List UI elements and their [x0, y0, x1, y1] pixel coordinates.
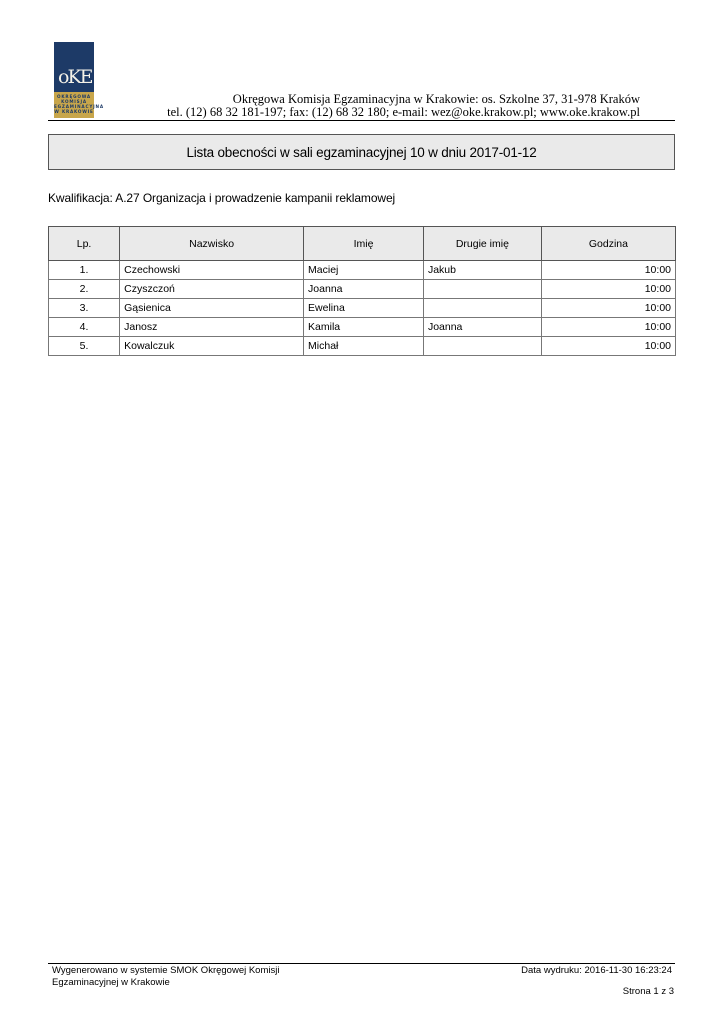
- oke-logo: [54, 42, 104, 118]
- cell-lp: 3.: [49, 299, 120, 318]
- cell-lp: 4.: [49, 318, 120, 337]
- header-divider: [48, 120, 675, 121]
- cell-imie: Maciej: [304, 261, 424, 280]
- cell-drugie-imie: [423, 337, 541, 356]
- cell-imie: Michał: [304, 337, 424, 356]
- cell-godzina: 10:00: [541, 280, 675, 299]
- footer-divider: [48, 963, 675, 964]
- cell-drugie-imie: Joanna: [423, 318, 541, 337]
- logo-mark: oKE: [58, 66, 92, 88]
- cell-imie: Ewelina: [304, 299, 424, 318]
- cell-godzina: 10:00: [541, 299, 675, 318]
- cell-lp: 1.: [49, 261, 120, 280]
- qualification-label: Kwalifikacja: A.27 Organizacja i prowadzenie kampanii reklamowej: [48, 191, 396, 205]
- header-address: Okręgowa Komisja Egzaminacyjna w Krakowie: os. Szkolne 37, 31-978 Kraków: [232, 92, 640, 106]
- header-godzina: Godzina: [541, 227, 675, 261]
- cell-lp: 5.: [49, 337, 120, 356]
- table-row: [49, 337, 676, 356]
- attendance-table: [48, 226, 676, 356]
- cell-nazwisko: Kowalczuk: [120, 337, 304, 356]
- cell-godzina: 10:00: [541, 318, 675, 337]
- footer-generated-line2: Egzaminacyjnej w Krakowie: [52, 977, 170, 988]
- cell-imie: Joanna: [304, 280, 424, 299]
- cell-nazwisko: Czechowski: [120, 261, 304, 280]
- table-row: [49, 299, 676, 318]
- cell-imie: Kamila: [304, 318, 424, 337]
- cell-nazwisko: Janosz: [120, 318, 304, 337]
- header-contact: tel. (12) 68 32 181-197; fax: (12) 68 32 180; e-mail: wez@oke.krakow.pl; www.oke.krakow.pl: [167, 105, 640, 119]
- footer-page-number: Strona 1 z 3: [622, 986, 674, 997]
- table-row: [49, 261, 676, 280]
- header-lp: Lp.: [49, 227, 120, 261]
- header-imie: Imię: [304, 227, 424, 261]
- table-row: [49, 318, 676, 337]
- cell-drugie-imie: Jakub: [423, 261, 541, 280]
- footer-print-date: Data wydruku: 2016-11-30 16:23:24: [521, 965, 672, 976]
- cell-lp: 2.: [49, 280, 120, 299]
- table-header-row: [49, 227, 676, 261]
- header-drugie-imie: Drugie imię: [423, 227, 541, 261]
- cell-godzina: 10:00: [541, 261, 675, 280]
- cell-drugie-imie: [423, 299, 541, 318]
- cell-drugie-imie: [423, 280, 541, 299]
- logo-text: OKRĘGOWA KOMISJA EGZAMINACYJNA W KRAKOWIE: [54, 94, 104, 114]
- cell-nazwisko: Czyszczoń: [120, 280, 304, 299]
- footer-generated-note: [52, 965, 312, 989]
- footer-generated-line1: Wygenerowano w systemie SMOK Okręgowej Komisji: [52, 965, 280, 976]
- header-nazwisko: Nazwisko: [120, 227, 304, 261]
- document-title: Lista obecności w sali egzaminacyjnej 10 w dniu 2017-01-12: [48, 134, 675, 170]
- cell-nazwisko: Gąsienica: [120, 299, 304, 318]
- cell-godzina: 10:00: [541, 337, 675, 356]
- table-row: [49, 280, 676, 299]
